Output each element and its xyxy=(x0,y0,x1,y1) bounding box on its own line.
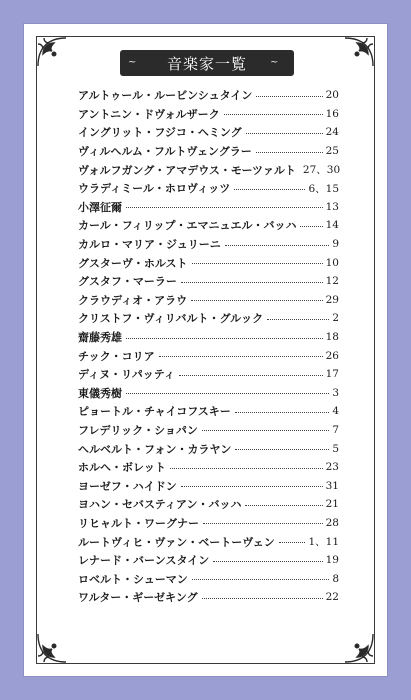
entry-page-number: 1、11 xyxy=(308,536,339,549)
dot-leader xyxy=(256,96,322,97)
index-entry xyxy=(78,235,339,254)
index-entry xyxy=(78,105,339,124)
entry-page-number: 29 xyxy=(325,293,339,306)
dot-leader xyxy=(225,245,330,246)
dot-leader xyxy=(126,338,323,339)
dot-leader xyxy=(192,263,323,264)
entry-name: 小澤征爾 xyxy=(78,200,122,214)
dot-leader xyxy=(279,542,306,543)
entry-name: ヘルベルト・フォン・カラヤン xyxy=(78,442,232,456)
entry-name: リヒャルト・ワーグナー xyxy=(78,516,199,530)
index-entry xyxy=(78,198,339,217)
entry-page-number: 17 xyxy=(325,368,339,381)
dot-leader xyxy=(126,207,323,208)
entry-name: ヴォルフガング・アマデウス・モーツァルト xyxy=(78,163,296,177)
index-entry xyxy=(78,160,339,179)
entry-page-number: 8 xyxy=(332,572,339,585)
entry-name: ヨハン・セバスティアン・バッハ xyxy=(78,498,242,512)
entry-name: クリストフ・ヴィリバルト・グルック xyxy=(78,312,264,326)
entry-page-number: 13 xyxy=(325,200,339,213)
entry-name: アルトゥール・ルービンシュタイン xyxy=(78,89,253,103)
entry-name: カルロ・マリア・ジュリーニ xyxy=(78,238,221,252)
entry-page-number: 10 xyxy=(325,256,339,269)
entry-name: 東儀秀樹 xyxy=(78,386,122,400)
entry-name: ロベルト・シューマン xyxy=(78,572,188,586)
entry-name: ルートヴィヒ・ヴァン・ベートーヴェン xyxy=(78,535,275,549)
index-entry xyxy=(78,365,339,384)
index-entry xyxy=(78,532,339,551)
entry-page-number: 19 xyxy=(325,554,339,567)
page-title: 音楽家一覧 xyxy=(166,54,247,73)
dot-leader xyxy=(170,468,323,469)
corner-ornament-icon xyxy=(341,630,377,666)
entry-page-number: 26 xyxy=(325,349,339,362)
entry-page-number: 4 xyxy=(332,405,339,418)
dot-leader xyxy=(191,300,323,301)
index-entry xyxy=(78,458,339,477)
entry-name: ホルヘ・ボレット xyxy=(78,461,166,475)
corner-ornament-icon xyxy=(34,34,70,70)
index-entry xyxy=(78,272,339,291)
dot-leader xyxy=(203,523,323,524)
entry-name: アントニン・ドヴォルザーク xyxy=(78,107,220,121)
index-entry xyxy=(78,476,339,495)
dot-leader xyxy=(235,449,329,450)
flourish-right-icon: ~ xyxy=(270,57,280,68)
dot-leader xyxy=(126,393,329,394)
dot-leader xyxy=(235,412,330,413)
index-entry xyxy=(78,495,339,514)
entry-page-number: 16 xyxy=(325,107,339,120)
entry-page-number: 23 xyxy=(325,461,339,474)
entry-name: ワルター・ギーゼキング xyxy=(78,591,198,605)
dot-leader xyxy=(181,486,323,487)
dot-leader xyxy=(224,114,323,115)
entry-page-number: 25 xyxy=(325,145,339,158)
entry-page-number: 27、30 xyxy=(302,164,341,177)
entry-name: 齋藤秀雄 xyxy=(78,331,122,345)
index-entry xyxy=(78,253,339,272)
index-entry xyxy=(78,346,339,365)
page-title-banner xyxy=(120,50,294,76)
index-entry xyxy=(78,142,339,161)
entry-name: チック・コリア xyxy=(78,349,155,363)
dot-leader xyxy=(202,598,323,599)
corner-ornament-icon xyxy=(34,630,70,666)
musician-index-list xyxy=(78,86,339,607)
entry-name: ピョートル・チャイコフスキー xyxy=(78,405,231,419)
entry-name: イングリット・フジコ・ヘミング xyxy=(78,126,242,140)
entry-page-number: 31 xyxy=(325,479,339,492)
entry-page-number: 14 xyxy=(325,219,339,232)
entry-page-number: 18 xyxy=(325,331,339,344)
index-entry xyxy=(78,569,339,588)
dot-leader xyxy=(245,505,322,506)
dot-leader xyxy=(246,133,323,134)
index-page xyxy=(24,24,387,676)
entry-page-number: 7 xyxy=(332,423,339,436)
dot-leader xyxy=(159,356,323,357)
dot-leader xyxy=(181,282,323,283)
index-entry xyxy=(78,291,339,310)
dot-leader xyxy=(256,152,323,153)
index-entry xyxy=(78,588,339,607)
entry-page-number: 2 xyxy=(332,312,339,325)
index-entry xyxy=(78,123,339,142)
index-entry xyxy=(78,551,339,570)
entry-name: グスタフ・マーラー xyxy=(78,275,177,289)
flourish-left-icon: ~ xyxy=(128,57,138,68)
dot-leader xyxy=(267,319,329,320)
index-entry xyxy=(78,514,339,533)
index-entry xyxy=(78,328,339,347)
entry-page-number: 21 xyxy=(325,498,339,511)
index-entry xyxy=(78,402,339,421)
index-entry xyxy=(78,216,339,235)
entry-name: クラウディオ・アラウ xyxy=(78,293,188,307)
entry-name: レナード・バーンスタイン xyxy=(78,554,210,568)
entry-page-number: 6、15 xyxy=(308,182,339,195)
index-entry xyxy=(78,179,339,198)
entry-name: ヴィルヘルム・フルトヴェングラー xyxy=(78,145,252,159)
index-entry xyxy=(78,421,339,440)
entry-name: ディヌ・リパッティ xyxy=(78,368,175,382)
index-entry xyxy=(78,439,339,458)
entry-page-number: 28 xyxy=(325,516,339,529)
corner-ornament-icon xyxy=(341,34,377,70)
entry-page-number: 12 xyxy=(325,275,339,288)
entry-name: フレデリック・ショパン xyxy=(78,423,198,437)
entry-name: カール・フィリップ・エマニュエル・バッハ xyxy=(78,219,297,233)
index-entry xyxy=(78,384,339,403)
entry-page-number: 9 xyxy=(332,238,339,251)
entry-page-number: 22 xyxy=(325,591,339,604)
dot-leader xyxy=(300,226,322,227)
dot-leader xyxy=(179,375,323,376)
index-entry xyxy=(78,309,339,328)
index-entry xyxy=(78,86,339,105)
entry-name: ヨーゼフ・ハイドン xyxy=(78,479,177,493)
dot-leader xyxy=(213,561,322,562)
entry-page-number: 24 xyxy=(325,126,339,139)
entry-name: ウラディミール・ホロヴィッツ xyxy=(78,182,231,196)
entry-name: グスターヴ・ホルスト xyxy=(78,256,188,270)
entry-page-number: 20 xyxy=(325,89,339,102)
dot-leader xyxy=(202,430,329,431)
dot-leader xyxy=(192,579,330,580)
entry-page-number: 3 xyxy=(332,386,339,399)
entry-page-number: 5 xyxy=(332,442,339,455)
dot-leader xyxy=(234,189,305,190)
